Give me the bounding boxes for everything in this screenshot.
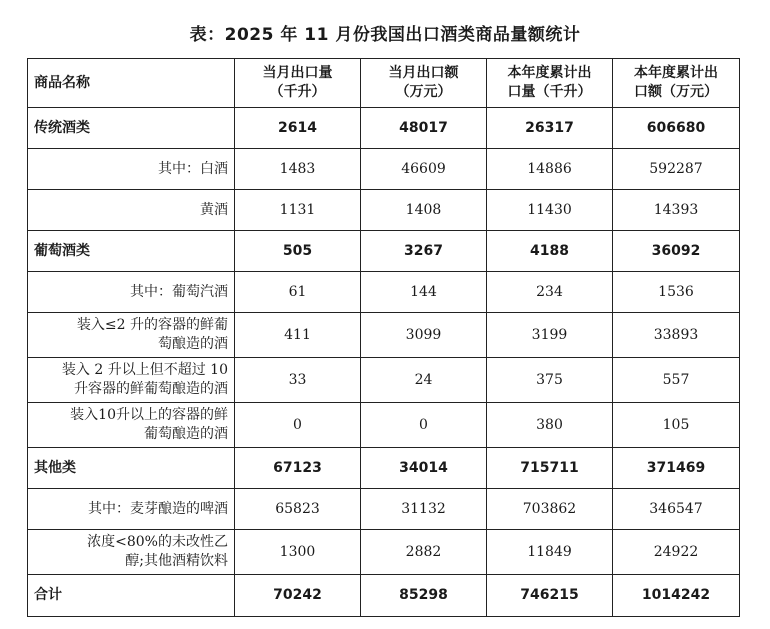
cell-value: 1300 bbox=[235, 530, 361, 575]
row-label: 其中：葡萄汽酒 bbox=[28, 272, 235, 313]
table-title: 表：2025 年 11 月份我国出口酒类商品量额统计 bbox=[189, 25, 581, 45]
cell-value: 31132 bbox=[361, 489, 487, 530]
cell-value: 371469 bbox=[613, 448, 740, 489]
cell-value: 11849 bbox=[487, 530, 613, 575]
cell-value: 411 bbox=[235, 313, 361, 358]
cell-value: 3099 bbox=[361, 313, 487, 358]
cell-value: 0 bbox=[235, 403, 361, 448]
cell-value: 557 bbox=[613, 358, 740, 403]
cell-value: 592287 bbox=[613, 149, 740, 190]
column-header-name: 商品名称 bbox=[28, 59, 235, 108]
cell-value: 65823 bbox=[235, 489, 361, 530]
export-stats-table bbox=[27, 58, 740, 617]
row-label: 黄酒 bbox=[28, 190, 235, 231]
cell-value: 715711 bbox=[487, 448, 613, 489]
cell-value: 1483 bbox=[235, 149, 361, 190]
row-label: 装入10升以上的容器的鲜 葡萄酿造的酒 bbox=[28, 403, 235, 448]
cell-value: 26317 bbox=[487, 108, 613, 149]
row-label: 其中：白酒 bbox=[28, 149, 235, 190]
row-label: 装入 2 升以上但不超过 10 升容器的鲜葡萄酿造的酒 bbox=[28, 358, 235, 403]
table-row bbox=[28, 272, 740, 313]
cell-value: 505 bbox=[235, 231, 361, 272]
cell-value: 33893 bbox=[613, 313, 740, 358]
table-row bbox=[28, 149, 740, 190]
cell-value: 234 bbox=[487, 272, 613, 313]
table-row bbox=[28, 358, 740, 403]
cell-value: 61 bbox=[235, 272, 361, 313]
header-row bbox=[28, 59, 740, 108]
table-row bbox=[28, 448, 740, 489]
cell-value: 36092 bbox=[613, 231, 740, 272]
cell-value: 24922 bbox=[613, 530, 740, 575]
cell-value: 746215 bbox=[487, 575, 613, 617]
cell-value: 1536 bbox=[613, 272, 740, 313]
column-header-ytd-value: 本年度累计出 口额（万元） bbox=[613, 59, 740, 108]
table-row bbox=[28, 108, 740, 149]
table-row bbox=[28, 403, 740, 448]
cell-value: 375 bbox=[487, 358, 613, 403]
table-row bbox=[28, 190, 740, 231]
cell-value: 24 bbox=[361, 358, 487, 403]
cell-value: 3199 bbox=[487, 313, 613, 358]
column-header-month-volume: 当月出口量 （千升） bbox=[235, 59, 361, 108]
row-label: 其他类 bbox=[28, 448, 235, 489]
cell-value: 0 bbox=[361, 403, 487, 448]
row-label: 合计 bbox=[28, 575, 235, 617]
cell-value: 70242 bbox=[235, 575, 361, 617]
table-row bbox=[28, 313, 740, 358]
column-header-ytd-volume: 本年度累计出 口量（千升） bbox=[487, 59, 613, 108]
cell-value: 1014242 bbox=[613, 575, 740, 617]
row-label: 其中：麦芽酿造的啤酒 bbox=[28, 489, 235, 530]
row-label: 装入≤2 升的容器的鲜葡 萄酿造的酒 bbox=[28, 313, 235, 358]
cell-value: 14393 bbox=[613, 190, 740, 231]
cell-value: 3267 bbox=[361, 231, 487, 272]
table-row bbox=[28, 489, 740, 530]
table-row bbox=[28, 530, 740, 575]
cell-value: 1131 bbox=[235, 190, 361, 231]
cell-value: 105 bbox=[613, 403, 740, 448]
cell-value: 4188 bbox=[487, 231, 613, 272]
row-label: 传统酒类 bbox=[28, 108, 235, 149]
cell-value: 11430 bbox=[487, 190, 613, 231]
table-row-total bbox=[28, 575, 740, 617]
cell-value: 2614 bbox=[235, 108, 361, 149]
row-label: 葡萄酒类 bbox=[28, 231, 235, 272]
cell-value: 703862 bbox=[487, 489, 613, 530]
column-header-month-value: 当月出口额 （万元） bbox=[361, 59, 487, 108]
table-row bbox=[28, 231, 740, 272]
cell-value: 346547 bbox=[613, 489, 740, 530]
cell-value: 33 bbox=[235, 358, 361, 403]
cell-value: 46609 bbox=[361, 149, 487, 190]
cell-value: 67123 bbox=[235, 448, 361, 489]
cell-value: 380 bbox=[487, 403, 613, 448]
row-label: 浓度<80%的未改性乙 醇;其他酒精饮料 bbox=[28, 530, 235, 575]
cell-value: 1408 bbox=[361, 190, 487, 231]
cell-value: 34014 bbox=[361, 448, 487, 489]
cell-value: 85298 bbox=[361, 575, 487, 617]
cell-value: 144 bbox=[361, 272, 487, 313]
cell-value: 606680 bbox=[613, 108, 740, 149]
cell-value: 2882 bbox=[361, 530, 487, 575]
cell-value: 14886 bbox=[487, 149, 613, 190]
cell-value: 48017 bbox=[361, 108, 487, 149]
